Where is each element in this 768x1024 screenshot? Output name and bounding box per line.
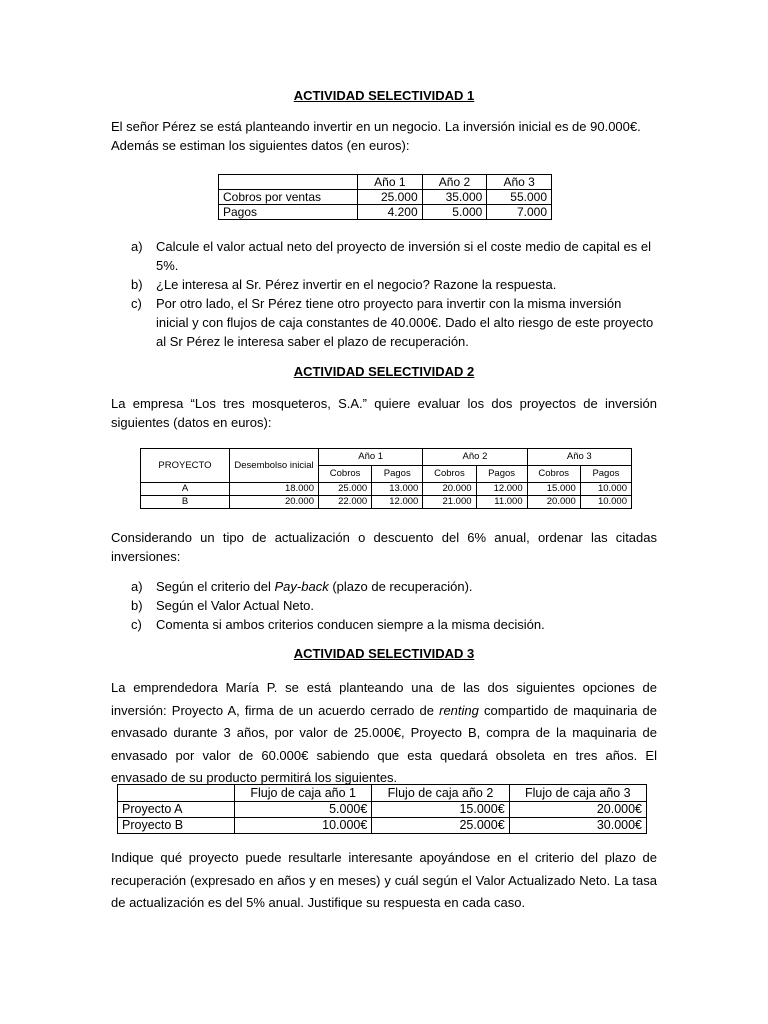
activity-1-table <box>218 174 552 220</box>
list-item-text: ¿Le interesa al Sr. Pérez invertir en el negocio? Razone la respuesta. <box>156 277 557 292</box>
table-cell: 15.000 <box>527 483 580 496</box>
activity-3-closing: Indique qué proyecto puede resultarle interesante apoyándose en el criterio del plazo de recuperación (expresado en años y en meses) y cuál según el Valor Actualizado Neto. La tasa de actualización es del 5% anual. Justifique su respuesta en cada caso. <box>111 850 657 910</box>
table-header-cell <box>118 785 235 802</box>
activity-1-title: ACTIVIDAD SELECTIVIDAD 1 <box>293 88 475 103</box>
table-cell: 22.000 <box>319 496 372 509</box>
activity-3-paragraph <box>111 677 657 790</box>
table-header-cell: Año 3 <box>527 449 631 466</box>
list-item-text: (plazo de recuperación). <box>328 579 473 594</box>
table-row <box>118 802 647 818</box>
table-cell: 13.000 <box>372 483 423 496</box>
table-cell: 20.000 <box>230 496 319 509</box>
table-row <box>118 818 647 834</box>
table-cell: B <box>141 496 230 509</box>
activity-1-questions <box>111 237 657 351</box>
table-cell: 20.000€ <box>509 802 646 818</box>
list-marker: c) <box>131 617 142 632</box>
table-header-cell: Flujo de caja año 3 <box>509 785 646 802</box>
list-marker: c) <box>131 296 142 311</box>
activity-3-title: ACTIVIDAD SELECTIVIDAD 3 <box>293 646 475 661</box>
list-item-text: Según el criterio del <box>156 579 275 594</box>
table-cell: 4.200 <box>358 205 423 220</box>
table-header-cell: Año 1 <box>358 175 423 190</box>
table-cell: 5.000 <box>422 205 487 220</box>
table-cell: 18.000 <box>230 483 319 496</box>
table-header-cell: Pagos <box>476 466 527 483</box>
activity-3-table <box>117 784 647 834</box>
table-cell: 25.000€ <box>372 818 509 834</box>
table-row <box>141 496 632 509</box>
activity-1-intro-line-1: El señor Pérez se está planteando invertir en un negocio. La inversión inicial es de 90.000€. <box>111 119 641 134</box>
table-cell: 10.000 <box>580 483 631 496</box>
table-row <box>219 190 552 205</box>
paragraph-emphasis: renting <box>439 702 479 718</box>
table-header-cell: PROYECTO <box>141 449 230 483</box>
table-cell: 10.000€ <box>235 818 372 834</box>
list-item-text: Calcule el valor actual neto del proyecto de inversión si el coste medio de capital es el 5%. <box>156 239 651 273</box>
table-row <box>219 205 552 220</box>
activity-1-intro-line-2: Además se estiman los siguientes datos (en euros): <box>111 138 410 153</box>
activity-2-questions <box>111 577 657 634</box>
list-item <box>111 596 657 615</box>
list-item-emphasis: Pay-back <box>274 579 329 594</box>
table-header-cell: Pagos <box>372 466 423 483</box>
table-cell: 20.000 <box>527 496 580 509</box>
activity-2-title: ACTIVIDAD SELECTIVIDAD 2 <box>293 364 475 379</box>
table-cell: 11.000 <box>476 496 527 509</box>
table-cell: 10.000 <box>580 496 631 509</box>
table-header-cell: Cobros <box>527 466 580 483</box>
table-header-cell: Pagos <box>580 466 631 483</box>
paragraph-text: La emprendedora María P. se está planteando una de las dos siguientes opciones de inversión: Proyecto A, firma de un acuerdo cerrado de <box>111 680 657 718</box>
table-cell: 55.000 <box>487 190 552 205</box>
list-marker: a) <box>131 579 143 594</box>
list-marker: a) <box>131 239 143 254</box>
list-item <box>111 294 657 351</box>
table-cell: 30.000€ <box>509 818 646 834</box>
table-header-row <box>219 175 552 190</box>
table-cell: 35.000 <box>422 190 487 205</box>
table-cell: Pagos <box>219 205 358 220</box>
activity-2-table <box>140 448 632 509</box>
table-header-cell <box>219 175 358 190</box>
table-cell: Proyecto A <box>118 802 235 818</box>
table-header-cell: Año 2 <box>423 449 527 466</box>
list-item <box>111 577 657 596</box>
table-cell: 12.000 <box>372 496 423 509</box>
list-item <box>111 237 657 275</box>
table-cell: Cobros por ventas <box>219 190 358 205</box>
table-header-cell: Desembolso inicial <box>230 449 319 483</box>
paragraph-text: compartido de maquinaria de envasado durante 3 años, por valor de 25.000€, Proyecto B, compra de la maquinaria de envasado por valor de 60.000€ sabiendo que esta quedará obsoleta en tres años. El envasado de su producto permitirá los siguientes. <box>111 702 657 785</box>
table-header-cell: Cobros <box>319 466 372 483</box>
list-marker: b) <box>131 598 143 613</box>
table-cell: 15.000€ <box>372 802 509 818</box>
table-cell: 5.000€ <box>235 802 372 818</box>
table-cell: A <box>141 483 230 496</box>
table-row <box>141 483 632 496</box>
table-header-cell: Flujo de caja año 1 <box>235 785 372 802</box>
table-header-cell: Año 3 <box>487 175 552 190</box>
list-item-text: Según el Valor Actual Neto. <box>156 598 315 613</box>
table-cell: 12.000 <box>476 483 527 496</box>
list-item-text: Comenta si ambos criterios conducen siempre a la misma decisión. <box>156 617 545 632</box>
table-cell: 25.000 <box>319 483 372 496</box>
table-cell: 21.000 <box>423 496 476 509</box>
table-header-row <box>141 449 632 466</box>
table-header-row <box>118 785 647 802</box>
list-item <box>111 275 657 294</box>
table-cell: 7.000 <box>487 205 552 220</box>
table-cell: 25.000 <box>358 190 423 205</box>
table-cell: Proyecto B <box>118 818 235 834</box>
table-header-cell: Año 1 <box>319 449 423 466</box>
table-header-cell: Año 2 <box>422 175 487 190</box>
activity-2-intro-2: Considerando un tipo de actualización o descuento del 6% anual, ordenar las citadas inversiones: <box>111 530 657 564</box>
activity-2-intro: La empresa “Los tres mosqueteros, S.A.” quiere evaluar los dos proyectos de inversión siguientes (datos en euros): <box>111 396 657 430</box>
activity-1-intro <box>111 117 671 155</box>
list-item-text: Por otro lado, el Sr Pérez tiene otro proyecto para invertir con la misma inversión inicial y con flujos de caja constantes de 40.000€. Dado el alto riesgo de este proyecto al Sr Pérez le interesa saber el plazo de recuperación. <box>156 296 654 349</box>
table-cell: 20.000 <box>423 483 476 496</box>
list-marker: b) <box>131 277 143 292</box>
list-item <box>111 615 657 634</box>
table-header-cell: Cobros <box>423 466 476 483</box>
table-header-cell: Flujo de caja año 2 <box>372 785 509 802</box>
